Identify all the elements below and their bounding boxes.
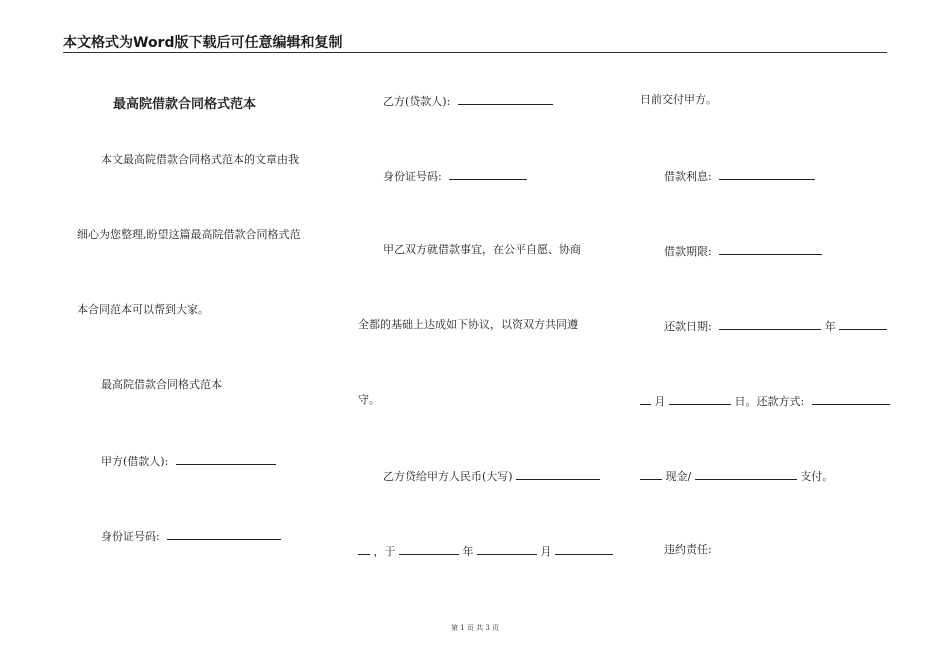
party-a-id-label: 身份证号码: (101, 530, 160, 543)
interest-row (664, 168, 815, 184)
interest-label: 借款利息: (664, 170, 712, 183)
repay-method-label: 日。还款方式: (734, 395, 805, 408)
interest-blank (719, 168, 815, 180)
loan-month-blank (477, 543, 537, 555)
loan-month-label: 月 (540, 545, 552, 558)
pay-label: 支付。 (800, 470, 834, 483)
cash-label: 现金/ (665, 470, 692, 483)
party-b-id-row (383, 168, 527, 184)
loan-amount-label: 乙方贷给甲方人民币(大写) (383, 470, 513, 483)
loan-amount-blank (516, 468, 600, 480)
term-blank (719, 243, 822, 255)
payment-blank (695, 468, 797, 480)
section-subtitle: 最高院借款合同格式范本 (101, 378, 222, 391)
intro-line-1: 本文最高院借款合同格式范本的文章由我 (101, 153, 299, 166)
intro-line-3: 本合同范本可以帮到大家。 (77, 303, 209, 316)
repay-date-label: 还款日期: (664, 320, 712, 333)
payment-row (640, 468, 833, 484)
document-header: 本文格式为Word版下载后可任意编辑和复制 (63, 35, 343, 51)
page-number: 第 1 页 共 3 页 (450, 624, 500, 632)
payment-blank-head (640, 468, 662, 480)
party-a-id-row (101, 528, 281, 544)
repay-month-blank-tail (640, 393, 651, 405)
loan-year-label: 年 (462, 545, 474, 558)
agreement-line-3: 守。 (358, 393, 380, 406)
repay-year-label: 年 (824, 320, 836, 333)
loan-date-prefix: ，于 (373, 545, 396, 558)
party-b-blank (458, 93, 553, 105)
repay-date-row (664, 318, 887, 334)
party-b-row (383, 93, 553, 109)
document-title: 最高院借款合同格式范本 (113, 97, 257, 112)
repay-year-blank (719, 318, 821, 330)
loan-date-row (358, 543, 613, 559)
term-label: 借款期限: (664, 245, 712, 258)
party-b-id-blank (449, 168, 527, 180)
term-row (664, 243, 822, 259)
loan-amount-row (383, 468, 600, 484)
header-divider (63, 52, 887, 53)
party-b-id-label: 身份证号码: (383, 170, 442, 183)
repay-method-row (640, 393, 890, 409)
loan-amount-blank-tail (358, 543, 370, 555)
party-a-blank (176, 453, 276, 465)
repay-day-blank (669, 393, 731, 405)
repay-month-blank (839, 318, 887, 330)
repay-method-blank (812, 393, 890, 405)
breach-label: 违约责任: (664, 543, 712, 556)
party-b-label: 乙方(贷款人): (383, 95, 451, 108)
delivery-line: 日前交付甲方。 (640, 93, 717, 106)
agreement-line-1: 甲乙双方就借款事宜，在公平自愿、协商 (383, 243, 581, 256)
party-a-row (101, 453, 276, 469)
agreement-line-2: 全都的基础上达成如下协议，以资双方共同遵 (358, 318, 578, 331)
party-a-id-blank (167, 528, 281, 540)
repay-month-label: 月 (654, 395, 666, 408)
party-a-label: 甲方(借款人): (101, 455, 169, 468)
loan-year-blank (399, 543, 459, 555)
intro-line-2: 细心为您整理,盼望这篇最高院借款合同格式范 (77, 228, 301, 241)
loan-day-blank (555, 543, 613, 555)
